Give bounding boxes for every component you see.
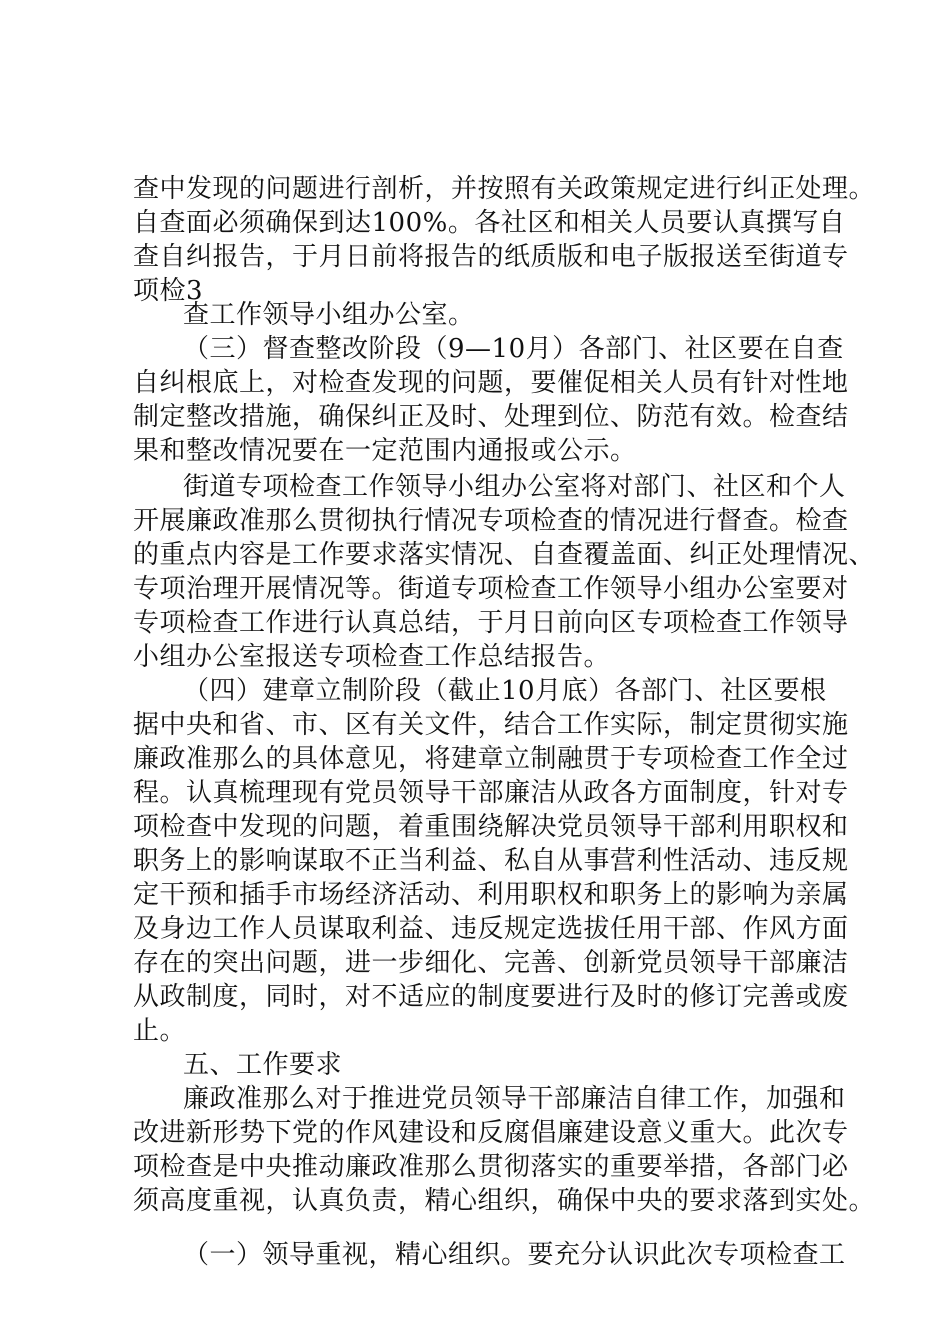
text-line: 自查面必须确保到达100%。各社区和相关人员要认真撰写自 bbox=[133, 208, 846, 238]
text-line: 定干预和插手市场经济活动、利用职权和职务上的影响为亲属 bbox=[133, 880, 849, 910]
text-line: 据中央和省、市、区有关文件，结合工作实际，制定贯彻实施 bbox=[133, 710, 849, 740]
text-line: 从政制度，同时，对不适应的制度要进行及时的修订完善或废 bbox=[133, 982, 849, 1012]
text-line: 项检查是中央推动廉政准那么贯彻落实的重要举措，各部门必 bbox=[133, 1152, 849, 1182]
text-line: 止。 bbox=[133, 1016, 187, 1046]
text-line: 开展廉政准那么贯彻执行情况专项检查的情况进行督查。检查 bbox=[133, 506, 849, 536]
text-line: 自纠根底上，对检查发现的问题，要催促相关人员有针对性地 bbox=[133, 368, 849, 398]
text-line: 专项检查工作进行认真总结，于月日前向区专项检查工作领导 bbox=[133, 608, 849, 638]
text-line: 须高度重视，认真负责，精心组织，确保中央的要求落到实处。 bbox=[133, 1186, 876, 1216]
text-line: 廉政准那么对于推进党员领导干部廉洁自律工作，加强和 bbox=[183, 1084, 846, 1114]
text-line: 专项治理开展情况等。街道专项检查工作领导小组办公室要对 bbox=[133, 574, 849, 604]
text-line: 及身边工作人员谋取利益、违反规定选拔任用干部、作风方面 bbox=[133, 914, 849, 944]
text-line: 改进新形势下党的作风建设和反腐倡廉建设意义重大。此次专 bbox=[133, 1118, 849, 1148]
text-line: （一）领导重视，精心组织。要充分认识此次专项检查工 bbox=[183, 1240, 846, 1270]
text-line: 职务上的影响谋取不正当利益、私自从事营利性活动、违反规 bbox=[133, 846, 849, 876]
text-line: 程。认真梳理现有党员领导干部廉洁从政各方面制度，针对专 bbox=[133, 778, 849, 808]
text-line: （三）督查整改阶段（9—10月）各部门、社区要在自查 bbox=[183, 334, 844, 364]
text-line: 存在的突出问题，进一步细化、完善、创新党员领导干部廉洁 bbox=[133, 948, 849, 978]
text-line: （四）建章立制阶段（截止10月底）各部门、社区要根 bbox=[183, 676, 827, 706]
text-line: 查中发现的问题进行剖析，并按照有关政策规定进行纠正处理。 bbox=[133, 174, 876, 204]
section-heading: 五、工作要求 bbox=[183, 1050, 343, 1080]
text-line: 项检3 bbox=[133, 276, 204, 306]
text-line: 查工作领导小组办公室。 bbox=[183, 300, 475, 330]
text-line: 的重点内容是工作要求落实情况、自查覆盖面、纠正处理情况、 bbox=[133, 540, 876, 570]
text-line: 查自纠报告，于月日前将报告的纸质版和电子版报送至街道专 bbox=[133, 242, 849, 272]
text-line: 街道专项检查工作领导小组办公室将对部门、社区和个人 bbox=[183, 472, 846, 502]
text-line: 果和整改情况要在一定范围内通报或公示。 bbox=[133, 436, 637, 466]
text-line: 小组办公室报送专项检查工作总结报告。 bbox=[133, 642, 611, 672]
text-line: 廉政准那么的具体意见，将建章立制融贯于专项检查工作全过 bbox=[133, 744, 849, 774]
text-line: 制定整改措施，确保纠正及时、处理到位、防范有效。检查结 bbox=[133, 402, 849, 432]
text-line: 项检查中发现的问题，着重围绕解决党员领导干部利用职权和 bbox=[133, 812, 849, 842]
